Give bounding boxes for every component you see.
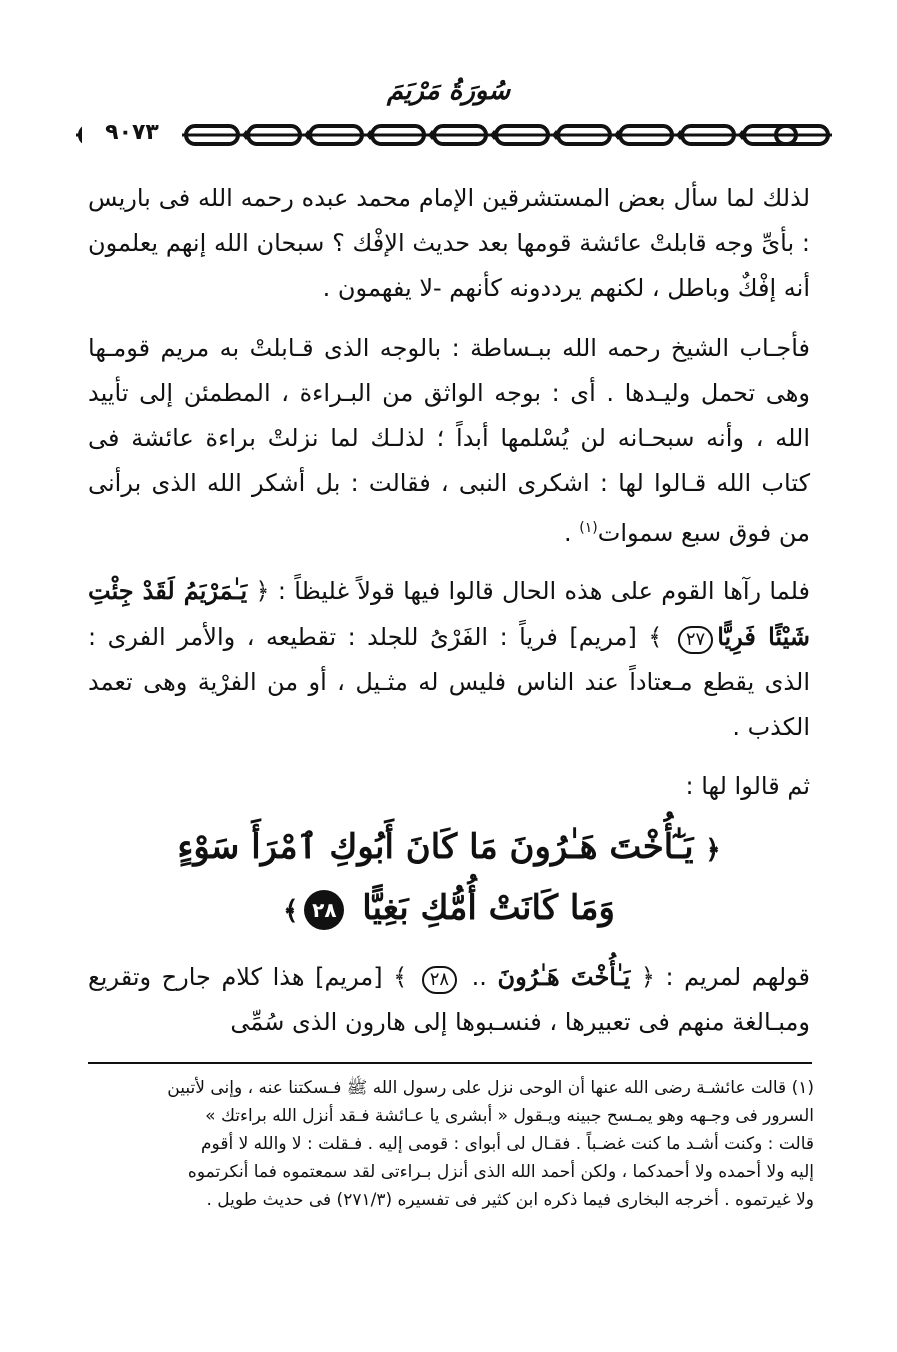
paragraph-2-text: [88, 326, 810, 556]
footnote-reference: (١): [579, 520, 598, 536]
verse-close-ornament: ﴾: [283, 896, 299, 926]
decorative-header-rule: [76, 118, 832, 152]
paragraph-1-text: لذلك لما سأل بعض المستشرقين الإمام محمد عبده رحمه الله فى باريس : بأىِّ وجه قابلتْ عائشة قومها بعد حديث الإفْك ؟ سبحان الله إنهم يعلمون أنه إفْكٌ وباطل ، لكنهم يرددونه كأنهم -لا يفهمون .: [88, 184, 810, 302]
quran-verse-block: [88, 818, 810, 940]
paragraph-5-rest: ﴾ [مريم] هذا كلام جارح وتقريع ومبـالغة منهم فى تعبيرها ، فنسـبوها إلى هارون الذى سُمِّى: [88, 963, 810, 1036]
paragraph-3-intro: فلما رآها القوم على هذه الحال قالوا فيها قولاً غليظاً : ﴿: [247, 577, 811, 605]
footnote-line: إليه ولا أحمده ولا أحمدكما ، ولكن أحمد الله الذى أنزل بـراءتى لقد سمعتموه فما أنكرتموه: [187, 1162, 814, 1182]
verse-line-2: [88, 879, 810, 940]
paragraph-2-end: .: [563, 519, 580, 547]
verse-open-ornament: ﴿: [705, 835, 721, 865]
paragraph-1: [88, 176, 810, 311]
verse-number-badge: ٢٨: [422, 966, 457, 994]
footnote-line: السرور فى وجـهه وهو يمـسح جبينه ويـقول « أبشرى يا عـائشة فـقد أنزل الله براءتك »: [205, 1106, 814, 1126]
verse-line-1-text: يَـٰٓأُخْتَ هَـٰرُونَ مَا كَانَ أَبُوكِ ٱمْرَأَ سَوْءٍ: [177, 827, 694, 867]
paragraph-3: [88, 568, 810, 750]
footnote-line: (١) قالت عائشـة رضى الله عنها أن الوحى نزل على رسول الله ﷺ فـسكتنا عنه ، وإنى لأتبين: [167, 1078, 814, 1098]
page-number: ٩٠٧٣: [82, 119, 182, 147]
quote-ellipsis: ..: [461, 963, 498, 991]
inline-quran-quote: يَـٰمَرْيَمُ لَقَدْ جِئْتِ شَيْئًا فَرِيًّا: [88, 576, 811, 651]
verse-number-circle: ٢٨: [304, 890, 344, 930]
paragraph-5-text: [88, 954, 810, 1045]
verse-number-badge: ٢٧: [678, 626, 713, 654]
surah-title: سُورَةُ مَرْيَمَ: [386, 76, 511, 106]
paragraph-2: [88, 326, 810, 556]
verse-line-1: [88, 818, 810, 879]
paragraph-5-intro: قولهم لمريم : ﴿: [630, 963, 810, 991]
footnote-divider: [88, 1062, 812, 1064]
paragraph-5: [88, 954, 810, 1045]
paragraph-4-text: ثم قالوا لها :: [685, 772, 810, 800]
inline-quran-quote: يَـٰأُخْتَ هَـٰرُونَ: [497, 962, 631, 991]
footnote-block: [88, 1074, 814, 1214]
paragraph-3-text: [88, 568, 810, 750]
paragraph-4: [88, 764, 810, 809]
footnote-line: ولا غيرتموه . أخرجه البخارى فيما ذكره ابن كثير فى تفسيره (٢٧١/٣) فى حديث طويل .: [206, 1190, 814, 1210]
paragraph-3-rest: ﴾ [مريم] فرياً : الفَرْىُ للجلد : تقطيعه ، والأمر الفرى : الذى يقطع مـعتاداً عند الناس فليس له مثـيل ، أو من الفرْية وهى تعمد الكذب .: [88, 623, 810, 741]
footnote-line: قالت : وكنت أشـد ما كنت غضـباً . فقـال لى أبواى : قومى إليه . فـقلت : لا والله لا أقوم: [201, 1134, 814, 1154]
paragraph-2-body: فأجـاب الشيخ رحمه الله ببـساطة : بالوجه الذى قـابلتْ به مريم قومـها وهى تحمل وليـدها . أى : بوجه الواثق من البـراءة ، المطمئن إلى تأييد الله ، وأنه سبحـانه لن يُسْلمها أبداً ؛ لذلـك لما نزلتْ براءة عائشة فى كتاب الله قـالوا لها : اشكرى النبى ، فقالت : بل أشكر الله الذى برأنى من فوق سبع سموات: [88, 334, 810, 547]
verse-line-2-text: وَمَا كَانَتْ أُمُّكِ بَغِيًّا: [362, 888, 615, 928]
